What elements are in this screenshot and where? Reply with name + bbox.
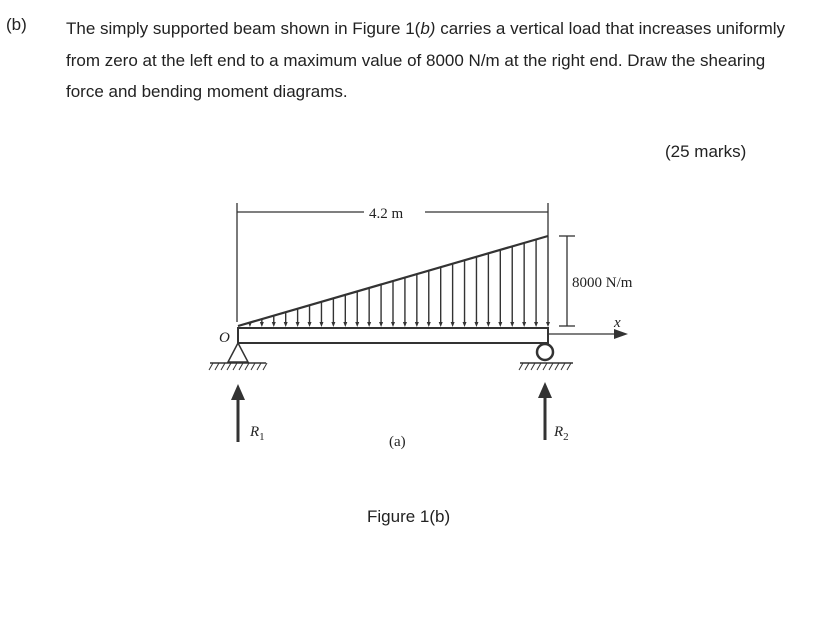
load-arrow-head [308, 322, 312, 327]
load-arrow-head [439, 322, 443, 327]
load-arrow-head [403, 322, 407, 327]
roller-support-right [519, 344, 573, 370]
figure-caption: Figure 1(b) [367, 507, 451, 526]
r2-subscript: 2 [563, 431, 569, 443]
r2-letter: R [554, 424, 564, 440]
load-arrow-head [451, 322, 455, 327]
load-arrow-head [534, 322, 538, 327]
load-arrow-head [391, 322, 395, 327]
load-arrow-head [319, 322, 323, 327]
r1-subscript: 1 [259, 431, 265, 443]
load-arrow-head [296, 322, 300, 327]
load-arrow-head [474, 322, 478, 327]
load-arrow-head [427, 322, 431, 327]
x-axis-label: x [614, 315, 621, 331]
load-arrow-head [260, 322, 264, 327]
origin-label: O [219, 330, 230, 346]
load-arrow-head [343, 322, 347, 327]
marks-label: (25 marks) [665, 142, 747, 161]
load-arrow-head [248, 322, 252, 327]
load-arrow-head [379, 322, 383, 327]
pin-support-left [209, 343, 267, 370]
load-arrow-head [284, 322, 288, 327]
question-text-start: The simply supported beam shown in Figure 1( [66, 19, 421, 38]
load-arrow-head [463, 322, 467, 327]
beam [238, 328, 548, 343]
load-arrow-head [331, 322, 335, 327]
question-label: (b) [6, 15, 27, 34]
reaction-label-r1 [249, 424, 265, 443]
load-arrow-head [546, 322, 550, 327]
question-text-italic: b) [420, 19, 436, 38]
question-text-end: carries a vertical load that increases uniformly from zero at the left end to a maximum value of 8000 N/m at the right end. Draw the shearing force and bending moment diagrams. [66, 19, 786, 101]
load-arrow-head [272, 322, 276, 327]
load-arrow-head [522, 322, 526, 327]
reaction-arrow-r1 [231, 384, 245, 442]
load-arrow-head [510, 322, 514, 327]
subfigure-label: (a) [389, 434, 406, 450]
load-arrow-head [415, 322, 419, 327]
span-label: 4.2 m [369, 206, 404, 222]
reaction-label-r2 [553, 424, 569, 443]
load-arrow-head [498, 322, 502, 327]
reaction-arrow-r2 [538, 382, 552, 440]
load-arrow-head [367, 322, 371, 327]
load-arrow-head [355, 322, 359, 327]
r1-letter: R [250, 424, 260, 440]
load-arrow-head [486, 322, 490, 327]
load-label: 8000 N/m [572, 275, 633, 291]
distributed-load [238, 236, 550, 327]
